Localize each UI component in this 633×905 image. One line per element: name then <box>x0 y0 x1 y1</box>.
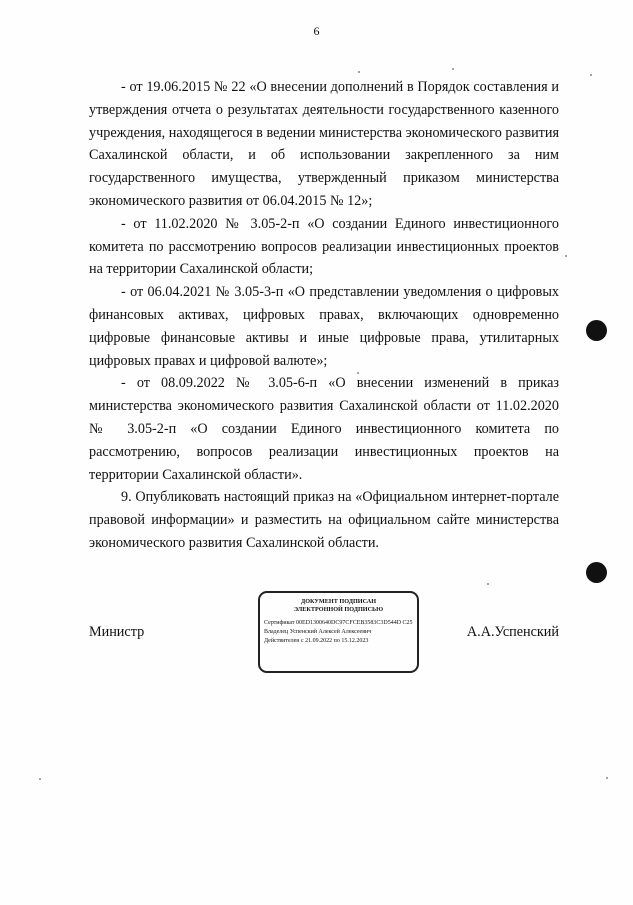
scan-speck <box>487 583 489 585</box>
stamp-owner: Владелец Успенский Алексей Алексеевич <box>264 629 372 636</box>
publication-clause: 9. Опубликовать настоящий приказ на «Официальном интернет-портале правовой информации» и разместить на официальном сайте министерства экономического развития Сахалинской области. <box>89 489 559 551</box>
scan-speck <box>606 777 608 779</box>
stamp-validity: Действителен с 21.09.2022 по 15.12.2023 <box>264 638 369 645</box>
scan-speck <box>357 372 359 374</box>
stamp-heading-1: ДОКУМЕНТ ПОДПИСАН <box>300 598 377 605</box>
document-body <box>89 76 559 555</box>
scan-speck <box>452 68 454 70</box>
stamp-heading-2: ЭЛЕКТРОННОЙ ПОДПИСЬЮ <box>293 605 384 613</box>
list-item: - от 06.04.2021 № 3.05-3-п «О представлении уведомления о цифровых финансовых активах, цифровых правах, включающих одновременно цифровые финансовые активы и иные цифровые права, утилитарных цифровых правах и цифровой валюте»; <box>89 284 559 369</box>
list-item: - от 08.09.2022 № 3.05-6-п «О внесении изменений в приказ министерства экономического развития Сахалинской области от 11.02.2020 № 3.05-2-п «О создании Единого инвестиционного комитета по рассмотрению, вопросов реализации инвестиционных проектов на территории Сахалинской области». <box>89 375 559 483</box>
signer-name: А.А.Успенский <box>466 624 559 640</box>
stamp-certificate: Сертификат 00ED1300640DC97CFCEB3583C3D544D C25 <box>264 620 413 627</box>
scan-speck <box>565 255 567 257</box>
scan-speck <box>358 71 360 73</box>
scan-hole-mark <box>586 562 607 583</box>
scan-speck <box>590 74 592 76</box>
page-number: 6 <box>313 24 320 38</box>
scan-speck <box>39 778 41 780</box>
list-item: - от 19.06.2015 № 22 «О внесении дополнений в Порядок составления и утверждения отчета о результатах деятельности государственного казенного учреждения, находящегося в ведении министерства экономического развития Сахалинской области, и об использовании закрепленного за ним государственного имущества, утвержденный приказом министерства экономического развития от 06.04.2015 № 12»; <box>89 79 559 209</box>
electronic-signature-stamp <box>258 591 419 673</box>
signer-title: Министр <box>89 624 145 640</box>
list-item: - от 11.02.2020 № 3.05-2-п «О создании Единого инвестиционного комитета по рассмотрению вопросов реализации инвестиционных проектов на территории Сахалинской области; <box>89 215 559 278</box>
scan-hole-mark <box>586 320 607 341</box>
